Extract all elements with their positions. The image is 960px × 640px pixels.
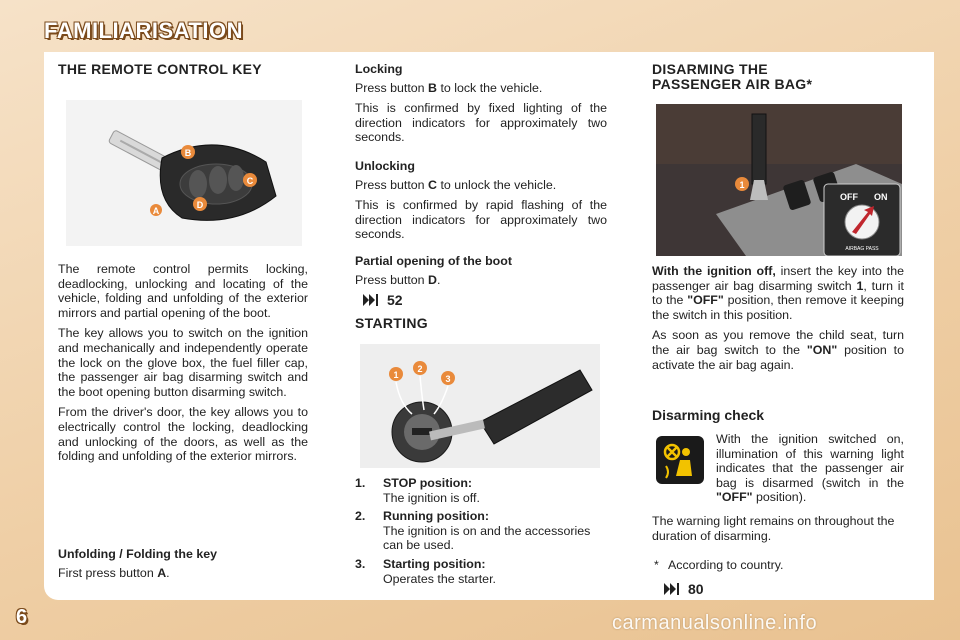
position-label: Running position: [383,509,489,524]
position-desc: The ignition is on and the accessories can be used. [383,523,591,553]
footnote-star: * [654,558,659,572]
section-title-airbag-line-1: DISARMING THE [652,61,768,77]
boot-tail: . [436,272,441,287]
boot-heading: Partial opening of the boot [355,254,512,268]
unlocking-confirm: This is confirmed by rapid flashing of the direction indicators for approximately two seconds. [355,198,607,242]
airbag-switch-image [656,104,902,256]
airbag-para-2b: position to activate the air bag again. [652,342,904,372]
boot-press: Press button [355,272,425,287]
position-label: STOP position: [383,476,473,490]
page-number: 6 [16,606,28,628]
list-item [355,557,607,586]
airbag-label-1: 1 [739,180,745,190]
remote-key-text [58,262,308,470]
ignition-label-3: 3 [445,374,451,384]
remote-key-illustration [66,100,302,246]
check-para-a: With the ignition switched on, illumination of this warning light indicates that the passenger air bag is disarmed (switch in the [716,432,904,490]
page-reference-80[interactable] [664,581,704,597]
key-label-d: D [196,200,204,210]
remote-key-para-2: The key allows you to switch on the ignition and mechanically and independently operate the lock on the glove box, the fuel filler cap, the passenger air bag disarming switch and the boot opening button disarming switch. [58,326,308,399]
locking-press-tail: to lock the vehicle. [440,80,543,95]
locking-confirm: This is confirmed by fixed lighting of the direction indicators for approximately two seconds. [355,101,607,145]
check-off-keyword: "OFF" [716,490,753,505]
disarming-check-text [716,432,904,505]
unlocking-press: Press button [355,177,425,192]
ignition-label-2: 2 [417,364,423,374]
airbag-warning-light-icon [656,436,704,484]
position-desc: The ignition is off. [383,490,480,505]
unlocking-heading: Unlocking [355,158,415,173]
airbag-switch-illustration [656,104,902,256]
boot-button-letter: D [428,272,437,287]
locking-section [355,62,607,248]
airbag-para-2a: As soon as you remove the child seat, turn the air bag switch to the [652,328,904,357]
page-title: FAMILIARISATION [44,18,243,43]
unfold-heading: Unfolding / Folding the key [58,547,218,561]
unfold-section: Unfolding / Folding the key First press button A. [58,547,308,580]
unfold-button-letter: A [157,565,167,580]
list-item [355,476,607,505]
disarming-check-section [652,408,904,423]
position-number: 2. [355,509,366,524]
on-keyword: "ON" [806,342,838,357]
disarming-check-heading: Disarming check [652,407,765,423]
airbag-text [652,264,904,378]
switch-caption: AIRBAG PASS [845,246,879,252]
remote-key-section [58,62,308,77]
boot-section [355,254,607,330]
key-label-c: C [246,176,254,186]
ignition-illustration [360,344,600,468]
starting-positions [355,476,607,590]
key-label-a: A [152,206,160,216]
page-reference-52[interactable] [363,293,607,308]
footnote [654,558,906,573]
ignition-label-1: 1 [393,370,399,380]
watermark: carmanualsonline.info [612,612,818,634]
key-label-b: B [184,148,192,158]
check-para-2: The warning light remains on throughout the duration of disarming. [652,514,895,543]
airbag-para-1b: , turn it to the [652,278,904,308]
position-number: 3. [355,556,366,571]
switch-number: 1 [856,278,864,293]
page-reference-number: 80 [688,581,704,597]
page-reference-number: 52 [387,292,403,309]
off-keyword: "OFF" [687,293,724,308]
unlocking-press-tail: to unlock the vehicle. [440,177,557,192]
forward-arrows-icon [363,294,379,306]
position-desc: Operates the starter. [383,571,496,586]
locking-press: Press button [355,80,425,95]
airbag-para-1c: position, then remove it keeping the switch in this position. [652,293,904,322]
check-continued [652,514,904,549]
remote-key-para-3: From the driver's door, the key allows you to electrically control the locking, deadlocking and unlocking of the doors, as well as the folding and unfolding of the exterior mirrors. [58,405,308,464]
ignition-positions-list [355,476,607,586]
locking-heading: Locking [355,62,403,76]
airbag-para-1a: insert the key into the passenger air bag disarming switch [652,264,904,293]
remote-key-image [66,100,302,246]
section-title-airbag-line-2: PASSENGER AIR BAG* [652,75,813,92]
remote-key-para-1: The remote control permits locking, deadlocking, unlocking and locating of the vehicle, folding and unfolding of the exterior mirrors and partial opening of the boot. [58,262,308,320]
locking-button-letter: B [428,80,437,95]
check-para-b: position). [755,490,807,505]
list-item [355,509,607,553]
ignition-off-lead: With the ignition off, [652,264,776,278]
ignition-image [360,344,600,468]
forward-arrows-icon [664,583,680,595]
switch-on-label: ON [874,192,888,202]
position-label: Starting position: [383,556,486,571]
airbag-title-block [652,62,904,91]
section-title-remote-key: THE REMOTE CONTROL KEY [58,61,262,77]
switch-off-label: OFF [840,192,858,202]
unlocking-button-letter: C [428,177,437,192]
position-number: 1. [355,476,366,490]
footnote-text: According to country. [668,558,784,572]
section-title-starting: STARTING [355,314,428,331]
unfold-text: First press button [58,565,154,580]
